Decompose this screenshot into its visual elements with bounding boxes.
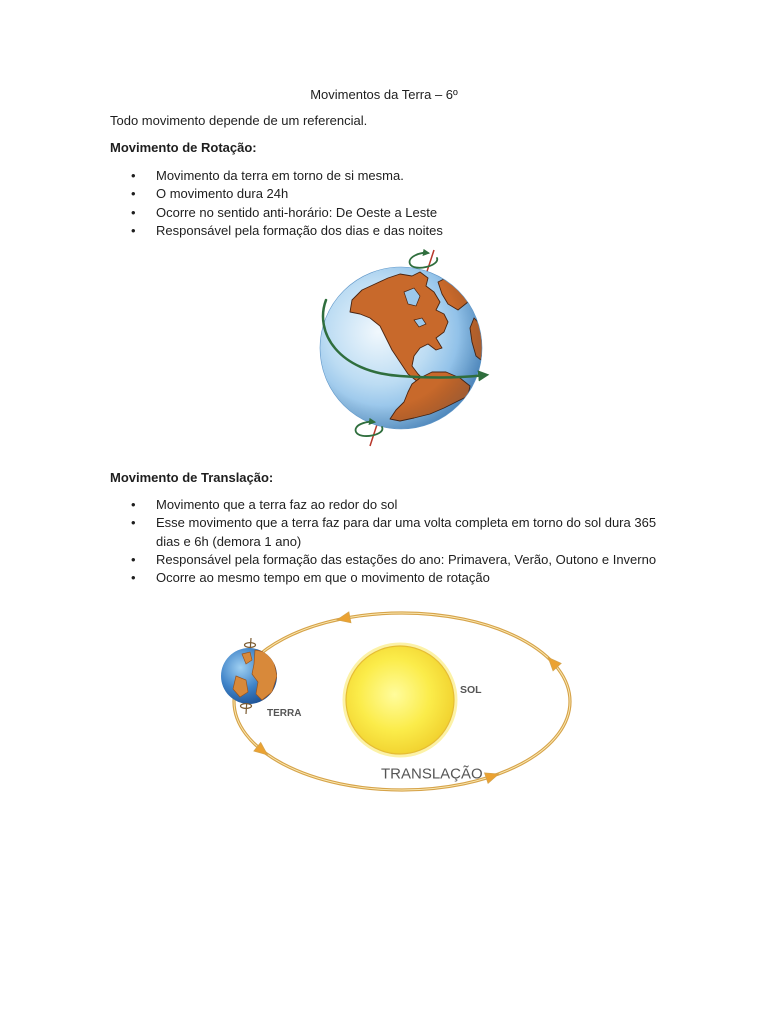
sun-icon [346,646,454,754]
earth-label: TERRA [267,708,302,719]
list-item [131,514,669,551]
translation-bullet-list [131,496,669,587]
list-item-text: Ocorre no sentido anti-horário: De Oeste a Leste [156,204,438,220]
list-item [131,496,669,514]
list-item-text: O movimento dura 24h [156,186,289,202]
translation-heading: Movimento de Translação: [110,470,274,485]
globe-continents [320,267,484,429]
orbit-arrow-icon [485,769,501,784]
rotation-bullet-list [131,167,669,241]
list-item [131,551,669,569]
list-item-text: Movimento que a terra faz ao redor do sol [156,497,398,512]
rotation-heading: Movimento de Rotação: [110,140,257,155]
list-item [131,222,669,240]
sun-label: SOL [460,684,482,696]
list-item-text: Responsável pela formação das estações do ano: Primavera, Verão, Outono e Inverno [156,551,657,567]
bullet-icon: • [131,168,136,183]
translation-orbit-diagram [215,600,585,805]
list-item-text: Responsável pela formação dos dias e das noites [156,223,443,239]
list-item [131,204,669,222]
bullet-icon: • [131,223,136,239]
intro-paragraph: Todo movimento depende de um referencial. [110,113,368,128]
list-item [131,569,669,587]
bullet-icon: • [131,515,136,531]
rotation-globe-illustration [300,240,510,455]
bullet-icon: • [131,497,136,512]
list-item [131,167,669,185]
bullet-icon: • [131,551,136,567]
list-item [131,185,669,203]
orbit-label: TRANSLAÇÃO [381,765,483,783]
bullet-icon: • [131,570,136,586]
list-item-text: Movimento da terra em torno de si mesma. [156,168,404,183]
list-item-text: Esse movimento que a terra faz para dar uma volta completa em torno do sol dura 365 dias e 6h (demora 1 ano) [156,515,657,549]
orbit-arrow-icon [336,612,351,625]
bullet-icon: • [131,186,136,202]
page-title: Movimentos da Terra – 6º [310,87,458,102]
list-item-text: Ocorre ao mesmo tempo em que o movimento de rotação [156,570,490,586]
bullet-icon: • [131,204,136,220]
